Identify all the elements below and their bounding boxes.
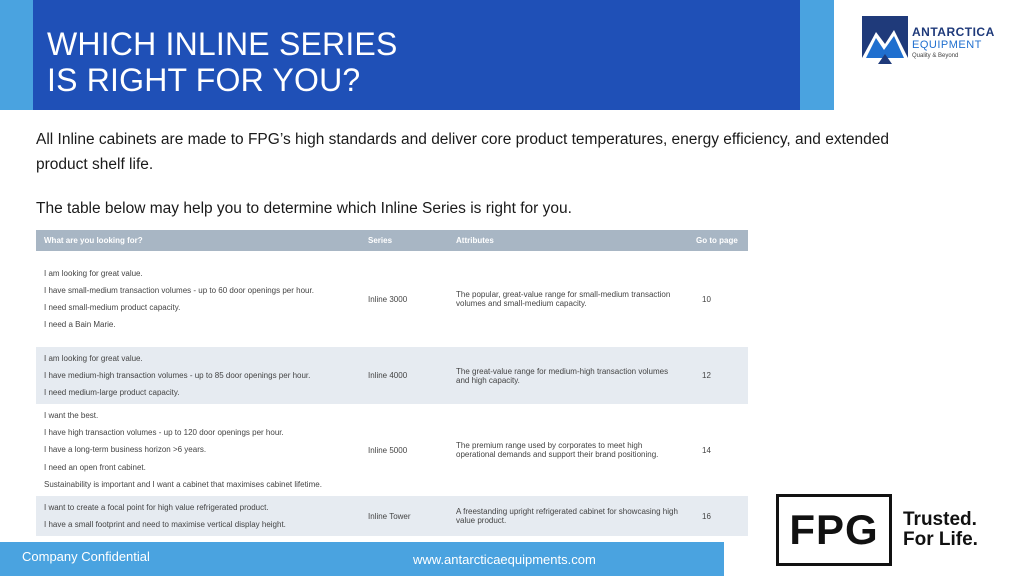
mountain-logo-icon xyxy=(862,16,908,64)
table-row xyxy=(36,496,748,536)
row-page: 14 xyxy=(702,445,711,455)
need-item: I am looking for great value. xyxy=(44,268,143,278)
need-item: I want to create a focal point for high value refrigerated product. xyxy=(44,502,269,512)
table-row xyxy=(36,347,748,404)
antarctica-logo xyxy=(862,16,1012,66)
header-series: Series xyxy=(360,230,448,251)
row-series: Inline Tower xyxy=(360,496,448,536)
need-item: I have small-medium transaction volumes - up to 60 door openings per hour. xyxy=(44,285,314,295)
footer-website-link[interactable]: www.antarcticaequipments.com xyxy=(413,552,596,567)
series-comparison-table xyxy=(36,230,748,536)
table-row xyxy=(36,404,748,496)
row-attributes: The popular, great-value range for small-medium transaction volumes and small-medium capacity. xyxy=(456,290,671,308)
logo-tagline: Quality & Beyond xyxy=(912,53,959,59)
row-page: 10 xyxy=(702,294,711,304)
footer-confidential: Company Confidential xyxy=(22,549,150,564)
row-attributes: A freestanding upright refrigerated cabinet for showcasing high value product. xyxy=(448,496,688,536)
row-attributes: The premium range used by corporates to meet high operational demands and support their brand positioning. xyxy=(456,441,659,459)
row-series: Inline 5000 xyxy=(368,445,408,455)
need-item: I have a small footprint and need to maximise vertical display height. xyxy=(44,520,286,529)
need-item: I am looking for great value. xyxy=(44,353,143,363)
header-accent-left xyxy=(0,0,33,110)
header-go-to-page: Go to page xyxy=(688,230,748,251)
row-page: 12 xyxy=(688,347,748,404)
need-item: I have a long-term business horizon >6 years. xyxy=(44,445,207,455)
header-looking-for: What are you looking for? xyxy=(36,230,360,251)
row-needs xyxy=(36,404,360,496)
logo-name: ANTARCTICA xyxy=(912,25,995,39)
table-header-row xyxy=(36,230,748,251)
page-title-line2: IS RIGHT FOR YOU? xyxy=(47,62,361,98)
slogan-line2: For Life. xyxy=(903,529,978,550)
header-accent-right xyxy=(800,0,834,110)
need-item: Sustainability is important and I want a cabinet that maximises cabinet lifetime. xyxy=(44,479,322,489)
slogan-line1: Trusted. xyxy=(903,509,977,530)
row-needs xyxy=(36,496,360,536)
need-item: I need small-medium product capacity. xyxy=(44,303,181,312)
row-series: Inline 4000 xyxy=(360,347,448,404)
intro-paragraph-2: The table below may help you to determine which Inline Series is right for you. xyxy=(36,200,572,217)
need-item: I need a Bain Marie. xyxy=(44,320,116,330)
need-item: I want the best. xyxy=(44,410,99,420)
table-row xyxy=(36,251,748,347)
row-needs xyxy=(36,251,360,347)
fpg-slogan xyxy=(903,510,978,550)
fpg-logo-text: FPG xyxy=(789,506,879,553)
row-series: Inline 3000 xyxy=(368,294,408,304)
row-page: 16 xyxy=(688,496,748,536)
row-needs xyxy=(36,347,360,404)
fpg-logo xyxy=(776,494,892,566)
need-item: I have medium-high transaction volumes - up to 85 door openings per hour. xyxy=(44,370,311,380)
need-item: I need medium-large product capacity. xyxy=(44,388,180,398)
page-title-line1: WHICH INLINE SERIES xyxy=(47,26,398,62)
page-title xyxy=(47,26,398,98)
intro-paragraph: All Inline cabinets are made to FPG’s high standards and deliver core product temperatures, energy efficiency, and extended product shelf life. xyxy=(36,131,889,173)
header-attributes: Attributes xyxy=(448,230,688,251)
need-item: I need an open front cabinet. xyxy=(44,462,146,472)
need-item: I have high transaction volumes - up to 120 door openings per hour. xyxy=(44,428,284,438)
row-attributes: The great-value range for medium-high transaction volumes and high capacity. xyxy=(448,347,688,404)
logo-subname: EQUIPMENT xyxy=(912,39,982,51)
